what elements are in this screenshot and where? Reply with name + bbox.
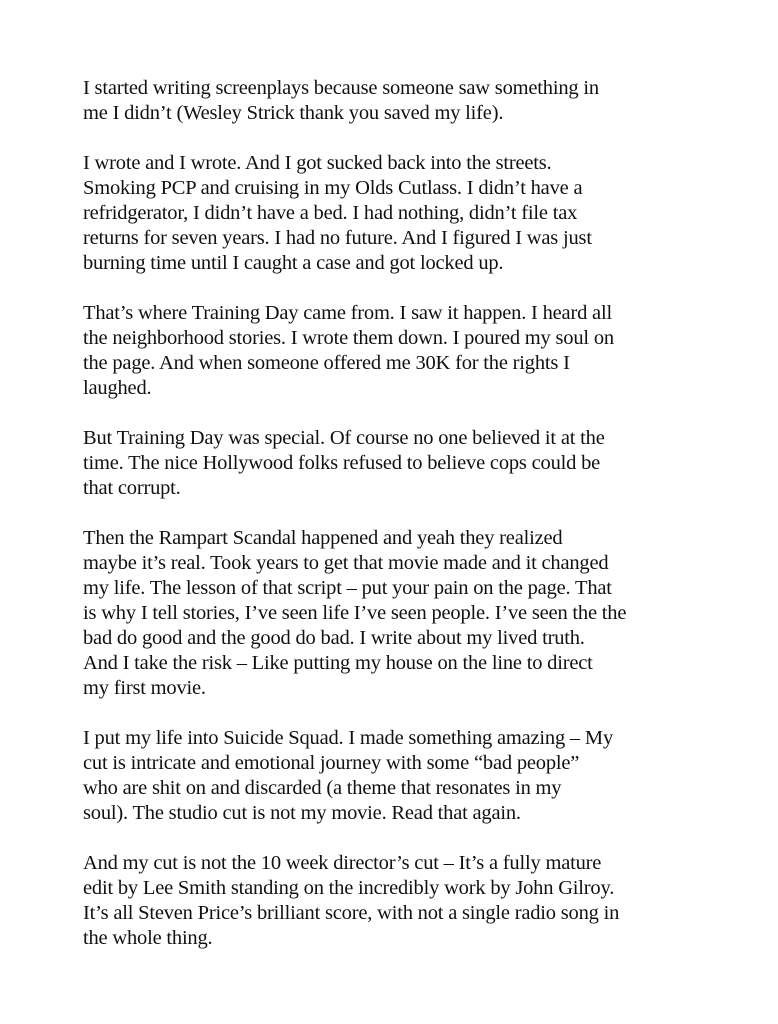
paragraph-7 (83, 851, 723, 951)
text-line: time. The nice Hollywood folks refused to believe cops could be (83, 452, 601, 474)
text-line: And I take the risk – Like putting my house on the line to direct (83, 652, 593, 674)
paragraph-5 (83, 526, 723, 701)
text-line: Smoking PCP and cruising in my Olds Cutlass. I didn’t have a (83, 177, 583, 199)
paragraph-2 (83, 151, 723, 276)
text-line: Then the Rampart Scandal happened and yeah they realized (83, 527, 563, 549)
text-line: is why I tell stories, I’ve seen life I’ve seen people. I’ve seen the the (83, 602, 627, 624)
text-line: I wrote and I wrote. And I got sucked back into the streets. (83, 152, 552, 174)
text-line: bad do good and the good do bad. I write about my lived truth. (83, 627, 585, 649)
text-line: burning time until I caught a case and got locked up. (83, 252, 504, 274)
paragraph-6 (83, 726, 723, 826)
paragraph-1 (83, 76, 723, 126)
text-line: who are shit on and discarded (a theme that resonates in my (83, 777, 562, 799)
text-line: It’s all Steven Price’s brilliant score, with not a single radio song in (83, 902, 620, 924)
text-line: soul). The studio cut is not my movie. Read that again. (83, 802, 521, 824)
text-line: maybe it’s real. Took years to get that movie made and it changed (83, 552, 609, 574)
text-line: the whole thing. (83, 927, 213, 949)
text-line: me I didn’t (Wesley Strick thank you saved my life). (83, 102, 504, 124)
text-line: that corrupt. (83, 477, 181, 499)
paragraph-4 (83, 426, 723, 501)
text-line: the neighborhood stories. I wrote them down. I poured my soul on (83, 327, 614, 349)
text-line: laughed. (83, 377, 152, 399)
text-line: But Training Day was special. Of course no one believed it at the (83, 427, 605, 449)
text-line: That’s where Training Day came from. I saw it happen. I heard all (83, 302, 612, 324)
text-line: And my cut is not the 10 week director’s cut – It’s a fully mature (83, 852, 602, 874)
text-line: I put my life into Suicide Squad. I made something amazing – My (83, 727, 613, 749)
document-page (83, 76, 723, 976)
text-line: cut is intricate and emotional journey with some “bad people” (83, 752, 580, 774)
text-line: I started writing screenplays because someone saw something in (83, 77, 599, 99)
text-line: refridgerator, I didn’t have a bed. I had nothing, didn’t file tax (83, 202, 578, 224)
text-line: returns for seven years. I had no future. And I figured I was just (83, 227, 592, 249)
paragraph-3 (83, 301, 723, 401)
text-line: my life. The lesson of that script – put your pain on the page. That (83, 577, 612, 599)
text-line: my first movie. (83, 677, 206, 699)
text-line: the page. And when someone offered me 30K for the rights I (83, 352, 570, 374)
text-line: edit by Lee Smith standing on the incredibly work by John Gilroy. (83, 877, 615, 899)
